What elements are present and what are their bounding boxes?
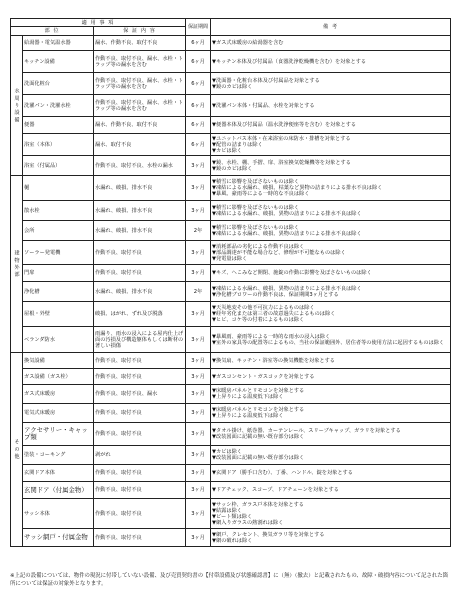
remark-line: ▼換気扇、キッチン・浴室等の換気機能を対象とする	[212, 357, 335, 364]
item-remarks	[211, 201, 451, 221]
item-period: 6ヶ月	[186, 134, 211, 156]
item-remarks	[211, 446, 451, 465]
remark-line: ▼玄関ドア（勝手口含む）、丁番、ハンドル、錠を対象とする	[212, 470, 353, 476]
item-name: サッシ網戸・付属金物	[23, 529, 94, 547]
remark-line: ▼鏡のカビは除く	[212, 83, 253, 90]
item-period: 3ヶ月	[186, 465, 211, 482]
table-row	[11, 327, 451, 353]
remark-line: ▼網の破れは除く	[212, 537, 253, 544]
item-period: 3ヶ月	[186, 265, 211, 282]
table-row	[11, 369, 451, 385]
item-content: 作動不良、取付不良、水栓の漏水	[94, 156, 186, 176]
table-row	[11, 156, 451, 176]
item-content: 破損、はがれ、ずれ及び脱落	[94, 302, 186, 327]
item-content: 作動不良、取付不良	[94, 241, 186, 265]
item-content: 作動不良、取付不良	[94, 265, 186, 282]
item-period: 3ヶ月	[186, 482, 211, 499]
table-row	[11, 241, 451, 265]
item-remarks	[211, 529, 451, 547]
table-row	[11, 529, 451, 547]
item-remarks	[211, 282, 451, 302]
applicable-items-header: 適 用 事 項	[11, 19, 186, 27]
item-content: 作動不良、取付不良	[94, 404, 186, 423]
item-period: 6ヶ月	[186, 51, 211, 73]
remark-line: ▼上昇りによる温度低下は除く	[212, 413, 284, 419]
item-remarks	[211, 423, 451, 446]
item-remarks	[211, 369, 451, 385]
remark-line: ▼ビート類は除く	[212, 513, 253, 520]
table-row	[11, 51, 451, 73]
item-content: 作動不良、取付不良	[94, 369, 186, 385]
item-remarks	[211, 327, 451, 353]
item-remarks	[211, 499, 451, 529]
item-remarks	[211, 95, 451, 117]
table-row	[11, 423, 451, 446]
group-label: その他	[11, 353, 23, 547]
remark-line: ▼タオル掛け、紙巻器、カーテンレール、スリーブキャップ、ガラリを対象とする	[212, 428, 401, 434]
item-content: 作動不良、取付不良、漏水	[94, 385, 186, 404]
remark-line: ▼便器本体及び付属品（温水洗浄便座等を含む）を対象とする	[212, 122, 357, 128]
remark-line: ▼洗濯パン本体・付属品、水栓を対象とする	[212, 102, 315, 109]
table-row	[11, 95, 451, 117]
remark-line: ▼暴風、豪雨等による一時的な不良は除く	[212, 191, 310, 197]
remark-line: ▼ユニットバス本体・在来浴室の床防水・排槽を対象とする	[212, 135, 351, 142]
remark-line: ▼洗面器・化粧台本体及び付属品を対象とする	[212, 77, 320, 84]
item-name: 塗装・コーキング	[23, 446, 94, 465]
remark-line: ▼積雪に影響を及ぼさないものは除く	[212, 204, 300, 211]
period-header: 保証期間	[186, 19, 211, 36]
item-name: 洗面化粧台	[23, 73, 94, 95]
part-header: 部 位	[11, 27, 94, 36]
header-row-top	[11, 19, 451, 27]
remark-line: ▼ヒビ、コケ等の付着によるものは除く	[212, 317, 305, 323]
remark-line: ▼キッチン本体及び付属品（食器洗浄乾燥機を含む）を対象とする	[212, 58, 367, 65]
remark-line: ▼ドアチェック、スコープ、ドアチェーンを対象とする	[212, 487, 339, 493]
item-name: ガス設備（ガス栓）	[23, 369, 94, 385]
item-period: 3ヶ月	[186, 446, 211, 465]
remark-line: ▼浄化槽ブロワーの作動不良は、保証期間3ヶ月とする	[212, 291, 339, 298]
table-row	[11, 385, 451, 404]
group-label: 水周り設備	[11, 36, 23, 176]
table-row	[11, 221, 451, 241]
item-period: 3ヶ月	[186, 529, 211, 547]
item-remarks	[211, 465, 451, 482]
item-name: 電気式床暖房	[23, 404, 94, 423]
remark-line: ▼鏡、水栓、棚、手摺、扉、浴室換気乾燥機等を対象とする	[212, 159, 351, 166]
item-content: 水漏れ、破損、排水不良	[94, 176, 186, 201]
item-remarks	[211, 51, 451, 73]
remark-line: ▼カビは除く	[212, 147, 242, 154]
item-content: 水漏れ、破損、排水不良	[94, 221, 186, 241]
item-period: 6ヶ月	[186, 36, 211, 51]
table-row	[11, 176, 451, 201]
remark-line: ▼上昇りによる温度低下は除く	[212, 394, 284, 400]
remark-line: ▼消耗部品の劣化による作動不良は除く	[212, 243, 305, 250]
item-content: 作動不良、取付不良	[94, 529, 186, 547]
remark-line: ▼改装図面に記載の無い既存部分は除く	[212, 455, 305, 461]
table-row	[11, 282, 451, 302]
item-name: 玄関ドア（付属金物）	[23, 482, 94, 499]
remark-line: ▼配管の詰まりは除く	[212, 141, 263, 148]
remark-line: ▼暴風雨、豪雨等による一時的な雨水の浸入は除く	[212, 333, 331, 340]
item-name: 浴室（本体）	[23, 134, 94, 156]
item-name: 浴室（付属品）	[23, 156, 94, 176]
item-period: 3ヶ月	[186, 156, 211, 176]
remark-line: ▼凍結による水漏れ、破損、異物の詰まりによる排水不良は除く	[212, 285, 362, 292]
warranty-table	[10, 18, 451, 547]
remark-line: ▼室外の家具等の配置等によるもの、当社の保証範囲外、居住者等の使用方法に起因するものは除く	[212, 339, 445, 346]
item-content: 漏水、作動不良、取付不良	[94, 36, 186, 51]
table-row	[11, 499, 451, 529]
item-period: 3ヶ月	[186, 302, 211, 327]
item-remarks	[211, 156, 451, 176]
item-content: 水漏れ、破損、排水不良	[94, 201, 186, 221]
item-name: 門扉	[23, 265, 94, 282]
item-period: 3ヶ月	[186, 241, 211, 265]
remark-line: ▼床暖房パネルとリモコンを対象とする	[212, 388, 305, 394]
item-period: 6ヶ月	[186, 73, 211, 95]
item-content: 作動不良、取付不良、漏水、水栓・トラップ等の漏水を含む	[94, 51, 186, 73]
item-remarks	[211, 404, 451, 423]
remark-line: ▼積雪に影響を及ぼさないものは除く	[212, 224, 300, 231]
table-row	[11, 465, 451, 482]
item-remarks	[211, 73, 451, 95]
item-content: 作動不良、取付不良	[94, 465, 186, 482]
item-name: 浄化槽	[23, 282, 94, 302]
item-period: 3ヶ月	[186, 369, 211, 385]
table-row	[11, 353, 451, 369]
item-content: 作動不良、取付不良	[94, 353, 186, 369]
remark-line: ▼カビは除く	[212, 449, 242, 455]
table-row	[11, 482, 451, 499]
item-period: 3ヶ月	[186, 404, 211, 423]
remark-line: ▼サッシ枠、ガラス戸本体を対象とする	[212, 501, 304, 508]
item-remarks	[211, 353, 451, 369]
table-row	[11, 73, 451, 95]
item-content: 漏水、取付不良	[94, 134, 186, 156]
item-remarks	[211, 265, 451, 282]
remarks-header: 備 考	[211, 19, 451, 36]
item-content: 剥がれ	[94, 446, 186, 465]
remark-line: ▼凍結による水漏れ、破損、異物の詰まりによる排水不良は除く	[212, 230, 362, 237]
item-remarks	[211, 221, 451, 241]
table-row	[11, 201, 451, 221]
content-header: 保 証 内 容	[94, 27, 186, 36]
item-name: 屋根・外壁	[23, 302, 94, 327]
item-name: 洗濯パン・洗濯水栓	[23, 95, 94, 117]
item-remarks	[211, 117, 451, 134]
item-name: ソーラー発電機	[23, 241, 94, 265]
item-name: 散水栓	[23, 201, 94, 221]
item-period: 3ヶ月	[186, 353, 211, 369]
item-period: 3ヶ月	[186, 201, 211, 221]
remark-line: ▼積雪に影響を及ぼさないものは除く	[212, 179, 300, 185]
item-remarks	[211, 134, 451, 156]
item-content: 作動不良、取付不良	[94, 482, 186, 499]
remark-line: ▼床暖房パネルとリモコンを対象とする	[212, 407, 305, 413]
item-content: 雨漏り、雨水の浸入による屋内仕上げ面の汚損及び構造躯体もしくは断材の著しい損傷	[94, 327, 186, 353]
item-remarks	[211, 176, 451, 201]
item-remarks	[211, 385, 451, 404]
item-period: 2年	[186, 282, 211, 302]
table-row	[11, 404, 451, 423]
group-label: 建物外部	[11, 176, 23, 353]
item-period: 3ヶ月	[186, 176, 211, 201]
remark-line: ▼網入りガラスの熱割れは除く	[212, 519, 284, 526]
table-row	[11, 265, 451, 282]
remark-line: ▼経年劣化または第三者の故意過失によるものは除く	[212, 311, 336, 317]
remark-line: ▼発電量は除く	[212, 255, 248, 262]
table-row	[11, 117, 451, 134]
item-content: 漏水、作動不良、取付不良	[94, 117, 186, 134]
item-name: キッチン設備	[23, 51, 94, 73]
item-content: 水漏れ、破損、排水不良	[94, 282, 186, 302]
item-name: 便器	[23, 117, 94, 134]
item-remarks	[211, 482, 451, 499]
item-period: 2年	[186, 221, 211, 241]
remark-line: ▼部品調達が不能な場合など、修理が不可能なものは除く	[212, 249, 346, 256]
remark-line: ▼キズ、へこみなど開閉、施錠の作動に影響を及ぼさないものは除く	[212, 270, 372, 276]
item-remarks	[211, 36, 451, 51]
remark-line: ▼ガス式床暖房の給湯器を含む	[212, 40, 284, 46]
remark-line: ▼ガスコンセント・ガスコックを対象とする	[212, 373, 315, 380]
item-period: 3ヶ月	[186, 499, 211, 529]
item-name: ベランダ防水	[23, 327, 94, 353]
remark-line: ▼結露は除く	[212, 507, 242, 514]
remark-line: ▼凍結による水漏れ、破損、異物の詰まりによる排水不良は除く	[212, 210, 362, 217]
item-content: 作動不良、取付不良、漏水、水栓・トラップ等の漏水を含む	[94, 73, 186, 95]
footnote: ※上記の設備については、物件の現況に付帯していない設備、及び売買契約書の【付帯設備及び状態確認書】に（無）（撤去）と記載されたもの、故障・破損内容について記された箇所については保証の対象外となります。	[10, 573, 449, 587]
item-period: 3ヶ月	[186, 385, 211, 404]
remark-line: ▼網戸、クレセント、換気ガラリ等を対象とする	[212, 531, 325, 538]
item-content: 作動不良、取付不良	[94, 499, 186, 529]
table-row	[11, 446, 451, 465]
table-row	[11, 302, 451, 327]
item-name: アクセサリー・キャップ類	[23, 423, 94, 446]
item-remarks	[211, 241, 451, 265]
item-name: サッシ本体	[23, 499, 94, 529]
item-period: 6ヶ月	[186, 95, 211, 117]
table-row	[11, 134, 451, 156]
item-content: 作動不良、取付不良	[94, 423, 186, 446]
table-row	[11, 36, 451, 51]
item-name: 樋	[23, 176, 94, 201]
item-period: 6ヶ月	[186, 117, 211, 134]
item-period: 3ヶ月	[186, 423, 211, 446]
remark-line: ▼改装図面に記載の無い既存部分は除く	[212, 434, 305, 440]
remark-line: ▼鏡のカビは除く	[212, 165, 253, 172]
remark-line: ▼凍結による水漏れ、破損、枯葉など異物の詰まりによる排水不良は除く	[212, 185, 383, 191]
item-name: ガス式床暖房	[23, 385, 94, 404]
item-name: 玄関ドア本体	[23, 465, 94, 482]
item-period: 3ヶ月	[186, 327, 211, 353]
item-name: 会所	[23, 221, 94, 241]
item-remarks	[211, 302, 451, 327]
item-content: 作動不良、取付不良、漏水、水栓・トラップ等の漏水を含む	[94, 95, 186, 117]
item-name: 換気設備	[23, 353, 94, 369]
item-name: 給湯器・電気温水器	[23, 36, 94, 51]
remark-line: ▼天災地変その他不可抗力によるものは除く	[212, 305, 315, 311]
